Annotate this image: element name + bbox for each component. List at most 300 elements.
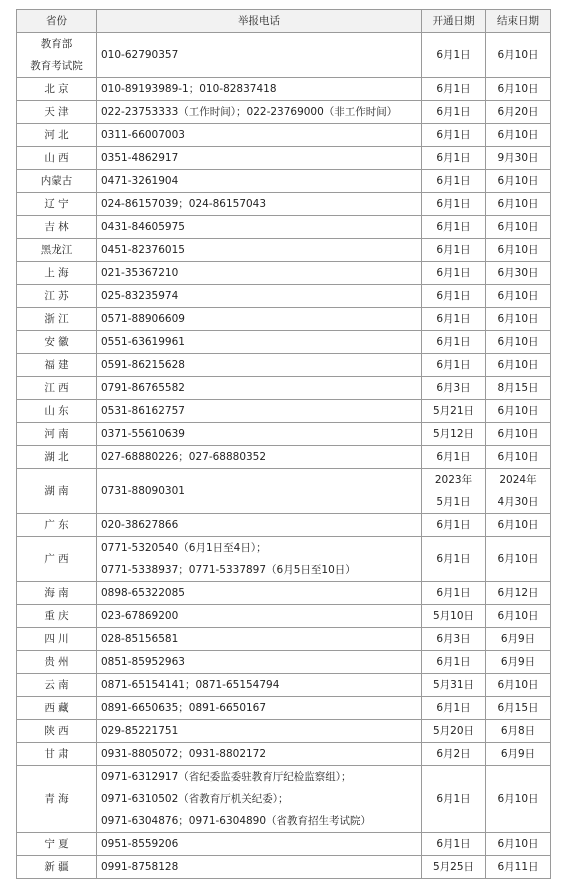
phone-cell bbox=[97, 216, 422, 239]
end-date-text: 6月10日 bbox=[497, 83, 539, 95]
end-date-cell bbox=[486, 239, 551, 262]
start-date-cell bbox=[422, 833, 486, 856]
start-date-cell bbox=[422, 331, 486, 354]
start-date-text: 6月1日 bbox=[436, 702, 471, 714]
end-date-cell bbox=[486, 605, 551, 628]
province-text: 教育考试院 bbox=[30, 60, 83, 72]
phone-cell bbox=[97, 331, 422, 354]
phone-cell bbox=[97, 423, 422, 446]
province-cell bbox=[17, 193, 97, 216]
start-date-text: 6月1日 bbox=[436, 451, 471, 463]
start-date-text: 6月1日 bbox=[436, 106, 471, 118]
province-cell bbox=[17, 147, 97, 170]
start-date-cell bbox=[422, 124, 486, 147]
table-row bbox=[17, 262, 551, 285]
table-row bbox=[17, 605, 551, 628]
table-row bbox=[17, 101, 551, 124]
province-cell bbox=[17, 354, 97, 377]
phone-text: 020-38627866 bbox=[101, 519, 179, 531]
phone-text: 0991-8758128 bbox=[101, 861, 179, 873]
table-row bbox=[17, 285, 551, 308]
phone-cell bbox=[97, 400, 422, 423]
end-date-cell bbox=[486, 743, 551, 766]
province-cell bbox=[17, 101, 97, 124]
phone-cell bbox=[97, 537, 422, 582]
end-date-cell bbox=[486, 193, 551, 216]
start-date-text: 6月1日 bbox=[436, 838, 471, 850]
province-text: 重 庆 bbox=[44, 610, 69, 622]
start-date-cell bbox=[422, 170, 486, 193]
header-phone: 举报电话 bbox=[97, 10, 422, 33]
table-row bbox=[17, 377, 551, 400]
phone-cell bbox=[97, 766, 422, 833]
province-cell bbox=[17, 78, 97, 101]
province-cell bbox=[17, 308, 97, 331]
phone-text: 0771-5338937；0771-5337897（6月5日至10日） bbox=[101, 564, 356, 576]
report-hotline-table-container bbox=[16, 9, 551, 879]
table-row bbox=[17, 216, 551, 239]
province-cell bbox=[17, 423, 97, 446]
table-row bbox=[17, 239, 551, 262]
table-row bbox=[17, 170, 551, 193]
end-date-cell bbox=[486, 446, 551, 469]
province-text: 陕 西 bbox=[44, 725, 69, 737]
phone-cell bbox=[97, 697, 422, 720]
end-date-text: 6月10日 bbox=[497, 313, 539, 325]
table-row bbox=[17, 766, 551, 833]
phone-text: 0891-6650635；0891-6650167 bbox=[101, 702, 267, 714]
table-row bbox=[17, 743, 551, 766]
start-date-text: 6月1日 bbox=[436, 175, 471, 187]
phone-text: 0311-66007003 bbox=[101, 129, 185, 141]
end-date-text: 6月10日 bbox=[497, 244, 539, 256]
province-text: 湖 南 bbox=[44, 485, 69, 497]
start-date-text: 6月1日 bbox=[436, 152, 471, 164]
province-text: 江 苏 bbox=[44, 290, 69, 302]
start-date-cell bbox=[422, 651, 486, 674]
end-date-cell bbox=[486, 469, 551, 514]
header-province: 省份 bbox=[17, 10, 97, 33]
start-date-cell bbox=[422, 605, 486, 628]
end-date-cell bbox=[486, 285, 551, 308]
phone-cell bbox=[97, 308, 422, 331]
start-date-text: 6月3日 bbox=[436, 382, 471, 394]
province-text: 青 海 bbox=[44, 793, 69, 805]
header-row bbox=[17, 10, 551, 33]
start-date-cell bbox=[422, 469, 486, 514]
table-row bbox=[17, 33, 551, 78]
phone-text: 0951-8559206 bbox=[101, 838, 179, 850]
end-date-text: 6月9日 bbox=[500, 656, 536, 668]
phone-cell bbox=[97, 833, 422, 856]
start-date-cell bbox=[422, 537, 486, 582]
province-cell bbox=[17, 124, 97, 147]
province-text: 新 疆 bbox=[44, 861, 69, 873]
table-row bbox=[17, 651, 551, 674]
start-date-text: 6月1日 bbox=[436, 793, 471, 805]
phone-cell bbox=[97, 262, 422, 285]
province-cell bbox=[17, 605, 97, 628]
province-cell bbox=[17, 239, 97, 262]
start-date-cell bbox=[422, 856, 486, 879]
table-row bbox=[17, 331, 551, 354]
table-row bbox=[17, 720, 551, 743]
province-text: 山 东 bbox=[44, 405, 69, 417]
end-date-cell bbox=[486, 423, 551, 446]
end-date-text: 6月10日 bbox=[497, 221, 539, 233]
start-date-text: 6月1日 bbox=[436, 587, 471, 599]
province-cell bbox=[17, 537, 97, 582]
end-date-text: 8月15日 bbox=[497, 382, 539, 394]
start-date-text: 6月1日 bbox=[436, 359, 471, 371]
start-date-text: 6月1日 bbox=[436, 656, 471, 668]
report-hotline-table bbox=[16, 9, 551, 879]
phone-cell bbox=[97, 101, 422, 124]
end-date-text: 4月30日 bbox=[497, 496, 539, 508]
province-cell bbox=[17, 285, 97, 308]
province-cell bbox=[17, 766, 97, 833]
province-text: 吉 林 bbox=[44, 221, 69, 233]
end-date-cell bbox=[486, 628, 551, 651]
start-date-cell bbox=[422, 308, 486, 331]
end-date-cell bbox=[486, 833, 551, 856]
end-date-text: 2024年 bbox=[499, 474, 537, 486]
end-date-text: 6月9日 bbox=[500, 633, 536, 645]
end-date-cell bbox=[486, 33, 551, 78]
end-date-cell bbox=[486, 170, 551, 193]
phone-cell bbox=[97, 651, 422, 674]
province-cell bbox=[17, 33, 97, 78]
start-date-text: 5月20日 bbox=[432, 725, 475, 737]
table-row bbox=[17, 514, 551, 537]
table-row bbox=[17, 697, 551, 720]
start-date-cell bbox=[422, 628, 486, 651]
phone-text: 0591-86215628 bbox=[101, 359, 185, 371]
phone-cell bbox=[97, 78, 422, 101]
province-text: 广 东 bbox=[44, 519, 69, 531]
end-date-text: 6月10日 bbox=[497, 451, 539, 463]
start-date-cell bbox=[422, 285, 486, 308]
phone-text: 0731-88090301 bbox=[101, 485, 185, 497]
province-text: 湖 北 bbox=[44, 451, 69, 463]
phone-text: 022-23753333（工作时间）；022-23769000（非工作时间） bbox=[101, 106, 398, 118]
start-date-cell bbox=[422, 674, 486, 697]
phone-cell bbox=[97, 582, 422, 605]
phone-cell bbox=[97, 743, 422, 766]
phone-cell bbox=[97, 674, 422, 697]
province-text: 福 建 bbox=[44, 359, 69, 371]
table-row bbox=[17, 78, 551, 101]
start-date-cell bbox=[422, 193, 486, 216]
phone-text: 0771-5320540（6月1日至4日）； bbox=[101, 542, 267, 554]
phone-text: 0351-4862917 bbox=[101, 152, 179, 164]
start-date-text: 6月1日 bbox=[436, 553, 471, 565]
start-date-cell bbox=[422, 101, 486, 124]
end-date-cell bbox=[486, 377, 551, 400]
start-date-text: 6月1日 bbox=[436, 49, 471, 61]
end-date-text: 9月30日 bbox=[497, 152, 539, 164]
end-date-cell bbox=[486, 651, 551, 674]
table-row bbox=[17, 124, 551, 147]
end-date-text: 6月10日 bbox=[497, 129, 539, 141]
end-date-cell bbox=[486, 78, 551, 101]
province-text: 辽 宁 bbox=[44, 198, 69, 210]
end-date-cell bbox=[486, 766, 551, 833]
province-text: 宁 夏 bbox=[44, 838, 69, 850]
start-date-cell bbox=[422, 400, 486, 423]
header-start-date: 开通日期 bbox=[422, 10, 486, 33]
start-date-cell bbox=[422, 743, 486, 766]
province-cell bbox=[17, 262, 97, 285]
start-date-cell bbox=[422, 423, 486, 446]
phone-cell bbox=[97, 33, 422, 78]
start-date-text: 6月1日 bbox=[436, 198, 471, 210]
phone-text: 021-35367210 bbox=[101, 267, 179, 279]
phone-cell bbox=[97, 377, 422, 400]
end-date-cell bbox=[486, 331, 551, 354]
province-text: 浙 江 bbox=[44, 313, 69, 325]
phone-cell bbox=[97, 514, 422, 537]
start-date-text: 5月10日 bbox=[432, 610, 475, 622]
start-date-text: 5月1日 bbox=[436, 496, 471, 508]
end-date-text: 6月10日 bbox=[497, 553, 539, 565]
phone-cell bbox=[97, 720, 422, 743]
start-date-cell bbox=[422, 78, 486, 101]
province-cell bbox=[17, 216, 97, 239]
province-cell bbox=[17, 697, 97, 720]
phone-text: 0898-65322085 bbox=[101, 587, 185, 599]
start-date-text: 6月1日 bbox=[436, 336, 471, 348]
phone-cell bbox=[97, 193, 422, 216]
phone-text: 0571-88906609 bbox=[101, 313, 185, 325]
start-date-cell bbox=[422, 216, 486, 239]
phone-text: 0451-82376015 bbox=[101, 244, 185, 256]
table-row bbox=[17, 469, 551, 514]
phone-cell bbox=[97, 170, 422, 193]
phone-text: 0791-86765582 bbox=[101, 382, 185, 394]
phone-cell bbox=[97, 446, 422, 469]
start-date-text: 5月12日 bbox=[432, 428, 475, 440]
province-text: 江 西 bbox=[44, 382, 69, 394]
start-date-cell bbox=[422, 514, 486, 537]
province-cell bbox=[17, 377, 97, 400]
phone-text: 027-68880226；027-68880352 bbox=[101, 451, 267, 463]
end-date-cell bbox=[486, 582, 551, 605]
start-date-cell bbox=[422, 262, 486, 285]
phone-cell bbox=[97, 124, 422, 147]
province-cell bbox=[17, 628, 97, 651]
end-date-cell bbox=[486, 308, 551, 331]
phone-text: 025-83235974 bbox=[101, 290, 179, 302]
phone-text: 0971-6310502（省教育厅机关纪委）； bbox=[101, 793, 289, 805]
table-row bbox=[17, 833, 551, 856]
end-date-text: 6月10日 bbox=[497, 198, 539, 210]
start-date-cell bbox=[422, 720, 486, 743]
end-date-text: 6月10日 bbox=[497, 519, 539, 531]
end-date-cell bbox=[486, 514, 551, 537]
phone-text: 0471-3261904 bbox=[101, 175, 179, 187]
province-text: 上 海 bbox=[44, 267, 69, 279]
end-date-text: 6月20日 bbox=[497, 106, 539, 118]
end-date-text: 6月10日 bbox=[497, 359, 539, 371]
table-row bbox=[17, 400, 551, 423]
province-text: 内蒙古 bbox=[40, 175, 73, 187]
start-date-text: 5月31日 bbox=[432, 679, 475, 691]
phone-text: 0851-85952963 bbox=[101, 656, 185, 668]
start-date-text: 6月1日 bbox=[436, 313, 471, 325]
phone-cell bbox=[97, 147, 422, 170]
phone-text: 028-85156581 bbox=[101, 633, 179, 645]
province-cell bbox=[17, 856, 97, 879]
province-cell bbox=[17, 446, 97, 469]
end-date-cell bbox=[486, 674, 551, 697]
start-date-cell bbox=[422, 446, 486, 469]
end-date-text: 6月10日 bbox=[497, 290, 539, 302]
phone-cell bbox=[97, 856, 422, 879]
phone-text: 0371-55610639 bbox=[101, 428, 185, 440]
phone-cell bbox=[97, 605, 422, 628]
province-text: 四 川 bbox=[44, 633, 69, 645]
province-cell bbox=[17, 400, 97, 423]
start-date-cell bbox=[422, 239, 486, 262]
end-date-text: 6月11日 bbox=[497, 861, 539, 873]
start-date-cell bbox=[422, 697, 486, 720]
table-row bbox=[17, 856, 551, 879]
phone-text: 0431-84605975 bbox=[101, 221, 185, 233]
phone-text: 0971-6312917（省纪委监委驻教育厅纪检监察组）； bbox=[101, 771, 352, 783]
table-row bbox=[17, 354, 551, 377]
table-header bbox=[17, 10, 551, 33]
province-cell bbox=[17, 514, 97, 537]
end-date-text: 6月10日 bbox=[497, 405, 539, 417]
province-cell bbox=[17, 469, 97, 514]
start-date-cell bbox=[422, 377, 486, 400]
start-date-text: 6月3日 bbox=[436, 633, 471, 645]
end-date-text: 6月10日 bbox=[497, 838, 539, 850]
end-date-cell bbox=[486, 147, 551, 170]
table-body bbox=[17, 33, 551, 879]
table-row bbox=[17, 147, 551, 170]
end-date-cell bbox=[486, 101, 551, 124]
start-date-text: 6月1日 bbox=[436, 83, 471, 95]
end-date-text: 6月10日 bbox=[497, 49, 539, 61]
end-date-text: 6月10日 bbox=[497, 793, 539, 805]
end-date-cell bbox=[486, 262, 551, 285]
end-date-text: 6月10日 bbox=[497, 679, 539, 691]
province-text: 教育部 bbox=[40, 38, 73, 50]
phone-text: 010-89193989-1；010-82837418 bbox=[101, 83, 277, 95]
table-row bbox=[17, 423, 551, 446]
header-end-date: 结束日期 bbox=[486, 10, 551, 33]
start-date-cell bbox=[422, 582, 486, 605]
phone-text: 024-86157039；024-86157043 bbox=[101, 198, 267, 210]
province-text: 西 藏 bbox=[44, 702, 69, 714]
phone-text: 029-85221751 bbox=[101, 725, 179, 737]
phone-cell bbox=[97, 285, 422, 308]
start-date-text: 2023年 bbox=[434, 474, 473, 486]
end-date-cell bbox=[486, 400, 551, 423]
table-row bbox=[17, 674, 551, 697]
start-date-text: 6月1日 bbox=[436, 290, 471, 302]
end-date-text: 6月9日 bbox=[500, 748, 536, 760]
start-date-text: 6月1日 bbox=[436, 244, 471, 256]
end-date-cell bbox=[486, 697, 551, 720]
phone-text: 0971-6304876；0971-6304890（省教育招生考试院） bbox=[101, 815, 372, 827]
phone-cell bbox=[97, 239, 422, 262]
province-text: 山 西 bbox=[44, 152, 69, 164]
province-text: 甘 肃 bbox=[44, 748, 69, 760]
end-date-text: 6月15日 bbox=[497, 702, 539, 714]
start-date-text: 6月2日 bbox=[436, 748, 471, 760]
end-date-cell bbox=[486, 537, 551, 582]
end-date-text: 6月10日 bbox=[497, 610, 539, 622]
start-date-cell bbox=[422, 354, 486, 377]
province-text: 天 津 bbox=[44, 106, 69, 118]
start-date-text: 5月21日 bbox=[432, 405, 475, 417]
start-date-cell bbox=[422, 766, 486, 833]
end-date-cell bbox=[486, 856, 551, 879]
table-row bbox=[17, 193, 551, 216]
phone-cell bbox=[97, 628, 422, 651]
table-row bbox=[17, 582, 551, 605]
end-date-cell bbox=[486, 216, 551, 239]
phone-cell bbox=[97, 354, 422, 377]
end-date-text: 6月8日 bbox=[500, 725, 536, 737]
table-row bbox=[17, 446, 551, 469]
end-date-cell bbox=[486, 720, 551, 743]
phone-text: 0551-63619961 bbox=[101, 336, 185, 348]
start-date-text: 6月1日 bbox=[436, 519, 471, 531]
end-date-text: 6月10日 bbox=[497, 336, 539, 348]
province-text: 黑龙江 bbox=[40, 244, 73, 256]
end-date-text: 6月12日 bbox=[497, 587, 539, 599]
phone-text: 0931-8805072；0931-8802172 bbox=[101, 748, 267, 760]
province-text: 贵 州 bbox=[44, 656, 69, 668]
phone-text: 0871-65154141；0871-65154794 bbox=[101, 679, 280, 691]
province-cell bbox=[17, 651, 97, 674]
province-text: 河 北 bbox=[44, 129, 69, 141]
province-cell bbox=[17, 674, 97, 697]
province-cell bbox=[17, 582, 97, 605]
start-date-text: 6月1日 bbox=[436, 221, 471, 233]
table-row bbox=[17, 537, 551, 582]
table-row bbox=[17, 628, 551, 651]
province-cell bbox=[17, 331, 97, 354]
start-date-cell bbox=[422, 147, 486, 170]
end-date-text: 6月10日 bbox=[497, 175, 539, 187]
province-text: 云 南 bbox=[44, 679, 69, 691]
start-date-cell bbox=[422, 33, 486, 78]
end-date-text: 6月30日 bbox=[497, 267, 539, 279]
province-cell bbox=[17, 170, 97, 193]
province-text: 广 西 bbox=[44, 553, 69, 565]
start-date-text: 5月25日 bbox=[432, 861, 475, 873]
province-text: 北 京 bbox=[44, 83, 69, 95]
province-text: 海 南 bbox=[44, 587, 69, 599]
phone-text: 0531-86162757 bbox=[101, 405, 185, 417]
phone-text: 023-67869200 bbox=[101, 610, 179, 622]
table-row bbox=[17, 308, 551, 331]
start-date-text: 6月1日 bbox=[436, 129, 471, 141]
phone-cell bbox=[97, 469, 422, 514]
start-date-text: 6月1日 bbox=[436, 267, 471, 279]
end-date-cell bbox=[486, 124, 551, 147]
province-cell bbox=[17, 743, 97, 766]
province-text: 安 徽 bbox=[44, 336, 69, 348]
province-text: 河 南 bbox=[44, 428, 69, 440]
end-date-cell bbox=[486, 354, 551, 377]
province-cell bbox=[17, 833, 97, 856]
